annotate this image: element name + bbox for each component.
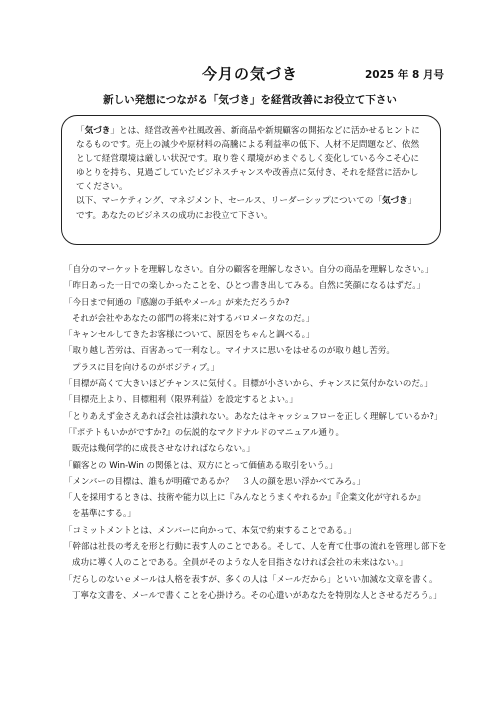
quote-line: 「目標が高くて大きいほどチャンスに気付く。目標が小さいから、チャンスに気付かないのだ。」 [64,379,433,390]
intro-text: 「 [76,126,85,136]
quote-list [64,262,464,604]
quote-line: 「今日まで何通の『感謝の手紙やメール』が来ただろうか? [64,297,290,308]
page-subtitle: 新しい発想につながる「気づき」を経営改善にお役立て下さい [103,94,397,106]
intro-line: なるものです。売上の減少や原材料の高騰による利益率の低下、人材不足問題など、依然 [76,140,420,151]
quote-line: 成功に導く人のことである。全員がそのような人を目指さなければ会社の未来はない。」 [72,558,408,569]
intro-line: ゆとりを持ち、見過ごしていたビジネスチャンスや改善点に気付き、それを経営に活かし [76,168,419,179]
quote-line: 「自分のマーケットを理解しなさい。自分の顧客を理解しなさい。自分の商品を理解しなさい。」 [64,265,434,275]
intro-text: 」とは、経営改善や社風改善、新商品や新規顧客の開拓などに活かせるヒントに [110,126,420,136]
page-title: 今月の気づき [201,65,298,83]
quote-line: 丁寧な文書を、メールで書くことを心掛けろ。その心遣いがあなたを特別な人とさせるだろう。」 [72,590,442,601]
intro-line: です。あなたのビジネスの成功にお役立て下さい。 [76,210,273,221]
intro-line [76,194,428,208]
issue-date: 2025 年 8 月号 [365,69,444,81]
quote-line: 「とりあえず金さえあれば会社は潰れない。あなたはキャッシュフローを正しく理解しているか?」 [64,411,443,422]
quote-line: 「人を採用するときは、技術や能力以上に『みんなとうまくやれるか』『企業文化が守れるか』 [64,493,426,504]
quote-line: 「メンバーの目標は、誰もが明確であるか？ ３人の顔を思い浮かべてみろ。」 [64,476,366,487]
intro-box [61,115,441,245]
quote-line: 「目標売上より、目標粗利（限界利益）を設定するとよい。」 [64,395,298,406]
intro-keyword: 気づき [84,126,111,136]
quote-line: 「だらしのないｅメールは人格を表すが、多くの人は「メールだから」といい加減な文章を書く。 [64,574,438,585]
quote-line: 「『ポテトもいかがですか?』の伝説的なマクドナルドのマニュアル通り。 [64,427,344,438]
intro-line: てください。 [76,182,128,193]
quote-line: プラスに目を向けるのがポジティブ。」 [72,362,220,373]
quote-line: それが会社やあなたの部門の将来に対するバロメータなのだ。」 [72,313,315,324]
intro-line [76,124,428,138]
quote-line: 「幹部は社長の考えを形と行動に表す人のことである。そして、人を育て仕事の流れを管理し部下を [64,542,447,553]
intro-keyword: 気づき [381,196,408,207]
intro-text: 以下、マーケティング、マネジメント、セールス、リーダーシップについての「 [76,196,382,207]
quote-line: 「キャンセルしてきたお客様について、原因をちゃんと調べる。」 [64,330,315,341]
quote-line: 「昨日あった一日での楽しかったことを、ひとつ書き出してみる。自然に笑顔になるはずだ。」 [64,281,425,292]
quote-line: を基準にする。」 [72,509,136,520]
quote-line: 「コミットメントとは、メンバーに向かって、本気で約束することである。」 [64,525,357,536]
intro-line: として経営環境は厳しい状況です。取り巻く環境がめまぐるしく変化している今こそ心に [76,154,420,165]
quote-line: 「取り越し苦労は、百害あって一利なし。マイナスに思いをはせるのが取り越し苦労。 [64,346,395,357]
intro-text: 」 [407,196,417,207]
quote-line: 販売は幾何学的に成長させなければならない。」 [72,444,255,455]
quote-line: 「顧客との Win-Win の関係とは、双方にとって価値ある取引をいう。」 [64,460,338,471]
